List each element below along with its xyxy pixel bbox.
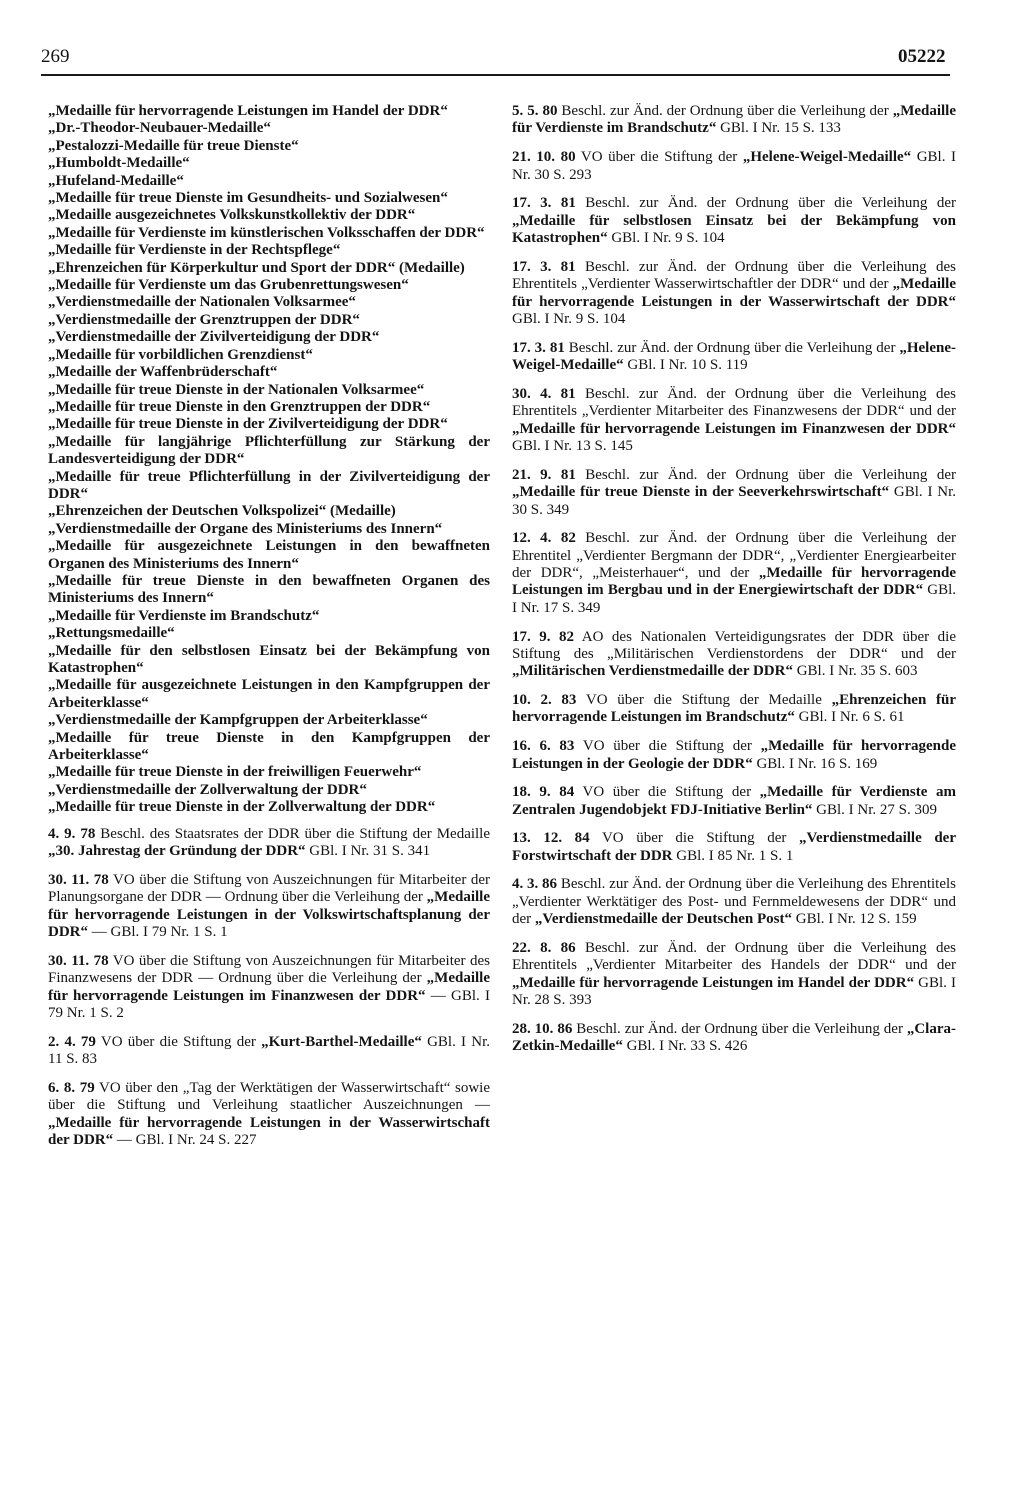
medal-list-item: „Medaille für treue Dienste in den Kampfgruppen der Arbeiterklasse“ [48,729,490,764]
medal-list-item: „Medaille für vorbildlichen Grenzdienst“ [48,346,313,363]
entry-medal-name: „Helene-Weigel-Medaille“ [742,149,912,166]
medal-list-item: „Ehrenzeichen für Körperkultur und Sport der DDR“ (Medaille) [48,259,465,276]
decree-entry [512,738,956,773]
entry-medal-name: „Medaille für hervorragende Leistungen in der Volkswirtschaftsplanung der DDR“ [48,889,490,940]
entry-date: 17. 3. 81 [512,339,565,356]
entry-source: GBl. I Nr. 9 S. 104 [607,230,725,247]
medal-list-item: „Medaille ausgezeichnetes Volkskunstkollektiv der DDR“ [48,207,416,224]
medal-list-item: „Medaille für ausgezeichnete Leistungen in den Kampfgruppen der Arbeiterklasse“ [48,677,490,711]
medal-list-item: „Medaille für hervorragende Leistungen im Handel der DDR“ [48,103,448,119]
entry-source: GBl. I Nr. 9 S. 104 [512,310,626,327]
entry-source: GBl. I Nr. 33 S. 426 [622,1038,748,1055]
entry-source: GBl. I Nr. 30 S. 293 [512,149,957,183]
entry-source: — GBl. I Nr. 24 S. 227 [113,1131,257,1148]
right-column [512,103,956,1067]
medal-list-item: „Verdienstmedaille der Organe des Ministeriums des Innern“ [48,520,443,537]
decree-entry [512,530,956,617]
medal-list-item: „Medaille für treue Dienste in den bewaffneten Organen des Ministeriums des Innern“ [48,572,490,607]
decree-entry [512,692,956,727]
entry-medal-name: „Medaille für hervorragende Leistungen in der Geologie der DDR“ [512,738,956,772]
entry-date: 17. 3. 81 [512,195,576,212]
entry-source: GBl. I Nr. 13 S. 145 [512,437,633,454]
entry-date: 5. 5. 80 [512,103,558,119]
decree-entry [512,340,956,375]
entry-medal-name: „Medaille für hervorragende Leistungen in der Wasserwirtschaft der DDR“ [512,276,956,310]
medal-list-item: „Pestalozzi-Medaille für treue Dienste“ [48,137,299,154]
medal-list-item: „Medaille für treue Dienste in der Nationalen Volksarmee“ [48,381,425,398]
entry-source: GBl. I Nr. 15 S. 133 [716,120,841,137]
entry-medal-name: „Medaille für Verdienste im Brandschutz“ [512,103,957,137]
decree-entry [512,940,956,1010]
entry-medal-name: „Clara-Zetkin-Medaille“ [512,1020,956,1055]
medal-list-item: „Hufeland-Medaille“ [48,172,184,189]
entry-text: VO über die Stiftung der [575,149,743,166]
entry-medal-name: „Kurt-Barthel-Medaille“ [261,1033,422,1050]
entry-text: Beschl. des Staatsrates der DDR über die Stiftung der Medaille [95,825,491,842]
entry-text: Beschl. zur Änd. der Ordnung über die Verleihung des Ehrentitels „Verdienter Mitarbeiter des Finanzwesens der DDR“ und der [512,385,956,420]
entry-text: Beschl. zur Änd. der Ordnung über die Verleihung der [557,103,893,119]
medal-list-item: „Verdienstmedaille der Zollverwaltung der DDR“ [48,781,367,798]
decree-entry [512,195,956,247]
entry-date: 16. 6. 83 [512,738,575,755]
entry-date: 17. 9. 82 [512,628,575,645]
entry-source: GBl. I Nr. 10 S. 119 [623,357,748,374]
entry-text: Beschl. zur Änd. der Ordnung über die Verleihung der [575,195,957,212]
decree-entry [512,629,956,681]
entry-date: 30. 4. 81 [512,385,576,402]
medal-list-item: „Verdienstmedaille der Kampfgruppen der Arbeiterklasse“ [48,712,428,729]
medal-list-item: „Medaille für Verdienste im Brandschutz“ [48,607,320,624]
entry-text: VO über die Stiftung von Auszeichnungen für Mitarbeiter der Planungsorgane der DDR — Ordnung über die Verleihung der [48,871,490,906]
medal-list-item: „Verdienstmedaille der Grenztruppen der DDR“ [48,311,360,328]
entry-date: 2. 4. 79 [48,1033,96,1050]
entry-medal-name: „Medaille für hervorragende Leistungen in der Wasserwirtschaft der DDR“ [48,1114,490,1148]
entry-date: 30. 11. 78 [48,871,109,888]
medal-list-item: „Medaille für treue Dienste in den Grenztruppen der DDR“ [48,398,431,415]
entry-text: VO über die Stiftung der [589,830,799,847]
entry-medal-name: „Militärischen Verdienstmedaille der DDR“ [512,663,793,680]
decree-entry [512,259,956,329]
entry-medal-name: „Medaille für hervorragende Leistungen im Finanzwesen der DDR“ [48,970,490,1004]
entry-source: — GBl. I 79 Nr. 1 S. 1 [88,923,228,940]
medal-list-item: „Humboldt-Medaille“ [48,155,190,172]
entry-text: VO über die Stiftung der Medaille [576,692,832,709]
entry-source: GBl. I Nr. 16 S. 169 [752,755,878,772]
medal-list-item: „Dr.-Theodor-Neubauer-Medaille“ [48,120,271,137]
entry-medal-name: „Medaille für hervorragende Leistungen im Handel der DDR“ [512,974,915,991]
medal-list-item: „Medaille für Verdienste im künstlerischen Volksschaffen der DDR“ [48,224,485,241]
medal-list [48,103,490,817]
right-entries [512,103,956,1056]
medal-list-item: „Medaille für treue Dienste in der Zivilverteidigung der DDR“ [48,416,448,433]
medal-list-item: „Ehrenzeichen der Deutschen Volkspolizei“ (Medaille) [48,503,396,520]
entry-date: 28. 10. 86 [512,1020,573,1037]
medal-list-item: „Medaille für langjährige Pflichterfüllung zur Stärkung der Landesverteidigung der DDR“ [48,433,490,468]
entry-source: — GBl. I 79 Nr. 1 S. 2 [48,987,491,1021]
entry-medal-name: „Verdienstmedaille der Deutschen Post“ [534,911,792,928]
medal-list-item: „Medaille für treue Dienste in der freiwilligen Feuerwehr“ [48,764,422,781]
entry-text: VO über den „Tag der Werktätigen der Wasserwirtschaft“ sowie über die Stiftung und Verleihung staatlicher Auszeichnungen — [48,1079,490,1114]
medal-list-item: „Medaille für Verdienste in der Rechtspflege“ [48,242,341,259]
decree-entry [512,386,956,456]
decree-entry [48,1034,490,1069]
decree-entry [512,1021,956,1056]
entry-text: VO über die Stiftung der [574,784,760,801]
medal-list-item: „Rettungsmedaille“ [48,625,175,642]
entry-text: Beschl. zur Änd. der Ordnung über die Verleihung der Ehrentitel „Verdienter Bergmann der DDR“, „Verdienter Energiearbeiter der DDR“, „Meisterhauer“, und der [512,530,957,582]
decree-entry [512,830,956,865]
entry-date: 6. 8. 79 [48,1079,95,1096]
entry-medal-name: „Helene-Weigel-Medaille“ [512,339,956,374]
entry-date: 10. 2. 83 [512,692,577,709]
decree-entry [48,872,490,942]
entry-medal-name: „Medaille für hervorragende Leistungen im Bergbau und in der Energiewirtschaft der DDR“ [512,565,956,599]
entry-date: 21. 9. 81 [512,466,576,483]
entry-text: Beschl. zur Änd. der Ordnung über die Verleihung der [564,339,900,356]
entry-medal-name: „Medaille für hervorragende Leistungen im Finanzwesen der DDR“ [512,420,956,437]
entry-text: VO über die Stiftung der [95,1033,262,1050]
entry-source: GBl. I 85 Nr. 1 S. 1 [672,847,794,864]
entry-medal-name: „Medaille für treue Dienste in der Seeverkehrswirtschaft“ [512,484,890,501]
header-rule [41,74,950,76]
entry-medal-name: „Verdienstmedaille der Forstwirtschaft der DDR [512,830,956,864]
entry-date: 12. 4. 82 [512,530,576,547]
page-number: 269 [41,46,70,67]
entry-text: Beschl. zur Änd. der Ordnung über die Verleihung der [572,1020,907,1037]
medal-list-item: „Medaille für treue Dienste im Gesundheits- und Sozialwesen“ [48,190,448,207]
entry-date: 4. 3. 86 [512,876,558,893]
medal-list-item: „Medaille für treue Pflichterfüllung in der Zivilverteidigung der DDR“ [48,468,490,502]
entry-date: 30. 11. 78 [48,952,109,969]
entry-medal-name: „Medaille für selbstlosen Einsatz bei der Bekämpfung von Katastrophen“ [512,212,956,247]
entry-date: 13. 12. 84 [512,830,590,847]
entry-text: Beschl. zur Änd. der Ordnung über die Verleihung des Ehrentitels „Verdienter Wasserwirtschaftler der DDR“ und der [512,258,956,293]
entry-date: 4. 9. 78 [48,825,96,842]
entry-text: Beschl. zur Änd. der Ordnung über die Verleihung des Ehrentitels „Verdienter Werktätiger des Post- und Fernmeldewesens der DDR“ und der [512,876,957,928]
medal-list-item: „Medaille für ausgezeichnete Leistungen in den bewaffneten Organen des Ministeriums des Innern“ [48,538,490,572]
entry-date: 18. 9. 84 [512,784,575,801]
entry-medal-name: „Ehrenzeichen für hervorragende Leistungen im Brandschutz“ [512,692,956,726]
entry-source: GBl. I Nr. 28 S. 393 [512,974,957,1009]
decree-entry [48,1080,490,1150]
decree-entry [512,467,956,519]
entry-text: VO über die Stiftung von Auszeichnungen für Mitarbeiter des Finanzwesens der DDR — Ordnung über die Verleihung der [48,952,490,987]
decree-entry [48,953,490,1023]
medal-list-item: „Verdienstmedaille der Zivilverteidigung der DDR“ [48,329,380,346]
entry-source: GBl. I Nr. 30 S. 349 [512,484,957,518]
entry-source: GBl. I Nr. 12 S. 159 [791,911,917,928]
medal-list-item: „Verdienstmedaille der Nationalen Volksarmee“ [48,294,356,311]
entry-text: AO des Nationalen Verteidigungsrates der DDR über die Stiftung des „Militärischen Verdienstordens der DDR“ und der [512,628,957,662]
medal-list-item: „Medaille der Waffenbrüderschaft“ [48,364,278,381]
medal-list-item: „Medaille für den selbstlosen Einsatz bei der Bekämpfung von Katastrophen“ [48,642,490,676]
entry-source: GBl. I Nr. 35 S. 603 [792,663,918,680]
entry-source: GBl. I Nr. 11 S. 83 [48,1033,491,1068]
entry-source: GBl. I Nr. 31 S. 341 [305,843,431,860]
decree-entry [512,149,956,184]
entry-source: GBl. I Nr. 6 S. 61 [794,709,905,726]
left-column [48,103,490,1161]
entry-medal-name: „Medaille für Verdienste am Zentralen Jugendobjekt FDJ-Initiative Berlin“ [512,784,956,818]
decree-entry [512,103,956,138]
left-entries [48,826,490,1150]
entry-medal-name: „30. Jahrestag der Gründung der DDR“ [48,843,306,860]
entry-date: 17. 3. 81 [512,258,576,275]
entry-source: GBl. I Nr. 27 S. 309 [812,801,938,818]
medal-list-item: „Medaille für treue Dienste in der Zollverwaltung der DDR“ [48,799,436,816]
decree-entry [512,876,956,928]
entry-date: 21. 10. 80 [512,149,576,166]
entry-date: 22. 8. 86 [512,940,576,956]
decree-entry [512,784,956,819]
entry-text: Beschl. zur Änd. der Ordnung über die Verleihung des Ehrentitels „Verdienter Mitarbeiter des Handels der DDR“ und der [512,940,956,974]
decree-entry [48,826,490,861]
entry-source: GBl. I Nr. 17 S. 349 [512,582,956,616]
entry-text: VO über die Stiftung der [574,738,761,755]
entry-text: Beschl. zur Änd. der Ordnung über die Verleihung der [575,466,957,483]
page-code: 05222 [898,46,946,67]
medal-list-item: „Medaille für Verdienste um das Grubenrettungswesen“ [48,277,409,294]
